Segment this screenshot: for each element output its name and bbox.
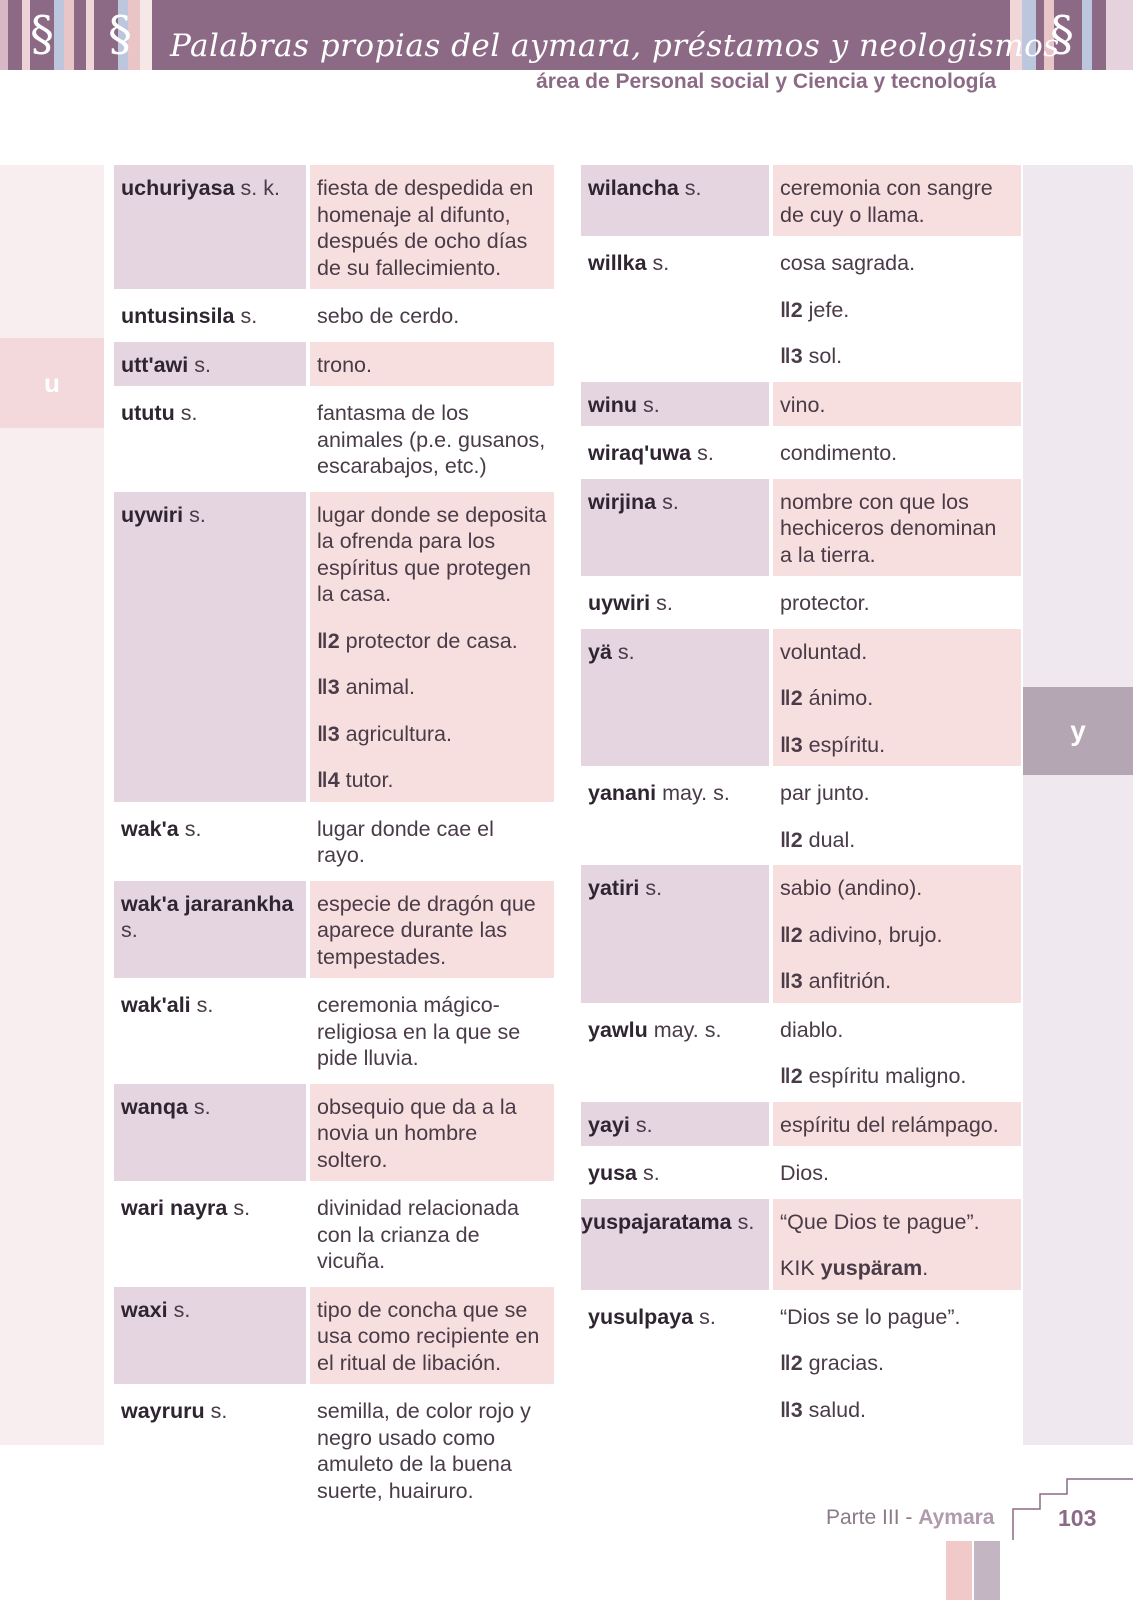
definition-sense: espíritu del relámpago. [780,1112,999,1137]
definition-sense: lugar donde cae el rayo. [317,816,494,867]
entry-word: yanani [588,781,657,805]
definition-sense: fantasma de los animales (p.e. gusanos, escarabajos, etc.) [317,401,546,478]
glossary-column-left [114,165,554,1516]
glossary-column-right [581,165,1021,1435]
definition-sense: diablo. [780,1017,844,1042]
entry-grammar: s. [173,1297,191,1322]
entry-word: yayi [588,1112,630,1137]
entry-term [581,382,769,427]
entry-definition [773,240,1021,378]
entry-row [114,982,554,1080]
definition-sense: KIK yuspäram. [780,1256,929,1280]
definition-sense: obsequio que da a la novia un hombre soltero. [317,1094,517,1172]
entry-definition [773,1199,1021,1290]
entry-term [581,1150,769,1195]
entry-grammar: may. s. [662,781,730,805]
entry-row [114,293,554,338]
definition-sense: “Dios se lo pague”. [780,1304,961,1329]
entry-definition [310,982,554,1080]
entry-definition [773,430,1021,475]
entry-grammar: s. [684,176,702,200]
entry-word: utt'awi [121,352,189,377]
definition-sense: ǁ3 sol. [780,344,843,368]
entry-term [581,1007,769,1098]
definition-sense: ǁ2 espíritu maligno. [780,1064,967,1088]
entry-grammar: s. [121,918,138,942]
entry-row [581,430,1021,475]
entry-grammar: s. [737,1209,755,1234]
swirl-ornament-icon: § [1050,6,1074,62]
definition-sense: semilla, de color rojo y negro usado como amuleto de la buena suerte, huairuro. [317,1399,531,1503]
footer-language: Aymara [918,1506,995,1529]
entry-row [114,1084,554,1182]
entry-definition [310,1084,554,1182]
entry-word: yusulpaya [588,1304,694,1329]
footer-bar-mauve [974,1541,1000,1600]
entry-definition [310,165,554,289]
entry-row [114,165,554,289]
definition-sense: ceremonia con sangre de cuy o llama. [780,176,993,227]
entry-grammar: s. [184,816,202,841]
entry-definition [773,1007,1021,1098]
definition-sense: ǁ3 espíritu. [780,732,886,757]
entry-grammar: s. [210,1399,228,1423]
entry-grammar: may. s. [653,1017,722,1042]
entry-definition [773,382,1021,427]
entry-grammar: s. [699,1304,716,1329]
entry-term [114,390,306,488]
entry-definition [310,390,554,488]
entry-row [114,1388,554,1512]
entry-word: uchuriyasa [121,176,235,200]
definition-sense: vino. [780,392,826,417]
entry-row [581,1199,1021,1290]
definition-sense: ǁ3 agricultura. [317,721,452,746]
definition-sense: divinidad relacionada con la crianza de vicuña. [317,1196,520,1273]
entry-term [581,1199,769,1290]
definition-sense: ǁ3 anfitrión. [780,969,892,993]
entry-definition [773,1102,1021,1147]
entry-grammar: s. [697,441,714,465]
definition-sense: sabio (andino). [780,876,923,900]
entry-word: wanqa [121,1094,188,1119]
entry-row [581,240,1021,378]
entry-term [114,1185,306,1283]
definition-sense: ǁ2 adivino, brujo. [780,922,943,947]
entry-definition [773,165,1021,236]
entry-grammar: s. [662,489,679,514]
entry-word: wayruru [121,1399,205,1423]
entry-definition [773,1294,1021,1432]
entry-term [581,1294,769,1432]
entry-grammar: s. [635,1112,653,1137]
entry-word: ututu [121,401,175,425]
entry-term [581,165,769,236]
definition-sense: ǁ2 jefe. [780,297,850,322]
definition-sense: trono. [317,352,372,377]
entry-term [114,1084,306,1182]
entry-term [114,806,306,877]
page-title: Palabras propias del aymara, préstamos y neologismos [170,28,1060,64]
entry-word: yä [588,639,612,664]
entry-row [581,1102,1021,1147]
side-margin-right [1023,165,1133,1445]
definition-sense: nombre con que los hechiceros denominan a la tierra. [780,489,997,567]
entry-definition [310,1185,554,1283]
definition-sense: ǁ3 salud. [780,1397,867,1422]
entry-row [581,165,1021,236]
entry-row [581,1294,1021,1432]
entry-term [114,342,306,387]
entry-row [581,382,1021,427]
entry-grammar: s. [656,591,673,615]
entry-word: wak'ali [121,993,191,1017]
entry-definition [310,1388,554,1512]
entry-definition [310,342,554,387]
entry-word: uywiri [588,591,651,615]
entry-word: yatiri [588,876,640,900]
definition-sense: especie de dragón que aparece durante las tempestades. [317,891,536,969]
definition-sense: “Que Dios te pague”. [780,1209,980,1234]
definition-sense: ǁ2 protector de casa. [317,628,518,653]
entry-term [581,479,769,577]
entry-grammar: s. [240,304,258,328]
definition-sense: lugar donde se deposita la ofrenda para los espíritus que protegen la casa. [317,502,547,606]
entry-term [114,492,306,802]
entry-term [581,580,769,625]
footer-part: Parte III - [826,1506,919,1529]
entry-grammar: s. [194,352,211,377]
entry-term [114,1287,306,1385]
entry-grammar: s. [233,1196,251,1220]
entry-definition [310,492,554,802]
entry-row [581,479,1021,577]
entry-row [114,342,554,387]
entry-word: wak'a [121,816,179,841]
entry-word: wirjina [588,489,657,514]
definition-sense: sebo de cerdo. [317,304,460,328]
entry-row [581,1150,1021,1195]
definition-sense: ǁ3 animal. [317,675,415,699]
footer-bar-pink [946,1541,972,1600]
entry-row [581,580,1021,625]
definition-sense: Dios. [780,1161,829,1185]
entry-row [581,1007,1021,1098]
entry-row [581,770,1021,861]
entry-grammar: s. [196,993,214,1017]
entry-definition [773,580,1021,625]
entry-term [581,430,769,475]
entry-word: uywiri [121,502,184,527]
entry-word: yuspajaratama [581,1209,732,1234]
definition-sense: fiesta de despedida en homenaje al difunto, después de ocho días de su fallecimiento. [317,176,534,280]
entry-term [114,881,306,979]
letter-tab-u: u [0,338,104,428]
definition-sense: ǁ2 ánimo. [780,686,874,710]
entry-grammar: s. [617,639,635,664]
entry-term [114,165,306,289]
entry-grammar: s. [643,1161,660,1185]
entry-definition [310,293,554,338]
entry-word: winu [588,392,637,417]
entry-word: willka [588,251,647,275]
page-subtitle: área de Personal social y Ciencia y tecnología [536,70,996,93]
entry-definition [310,881,554,979]
definition-sense: voluntad. [780,639,868,664]
entry-term [114,1388,306,1512]
entry-row [114,1287,554,1385]
entry-word: wak'a jararankha [121,891,294,916]
entry-row [114,390,554,488]
entry-definition [773,770,1021,861]
entry-definition [773,865,1021,1003]
page-number: 103 [1058,1505,1097,1531]
definition-sense: par junto. [780,781,870,805]
entry-definition [773,629,1021,767]
definition-sense: ǁ2 gracias. [780,1351,884,1375]
header-band [0,0,1133,70]
entry-row [581,629,1021,767]
entry-row [114,806,554,877]
definition-sense: tipo de concha que se usa como recipiente en el ritual de libación. [317,1297,540,1375]
entry-grammar: s. k. [240,176,280,200]
definition-sense: protector. [780,591,870,615]
entry-term [581,865,769,1003]
entry-row [114,1185,554,1283]
entry-term [581,770,769,861]
entry-row [114,881,554,979]
entry-grammar: s. [189,502,206,527]
footer-part-label [826,1506,994,1530]
entry-definition [310,1287,554,1385]
entry-grammar: s. [180,401,198,425]
entry-term [114,293,306,338]
letter-tab-y: y [1023,687,1133,775]
definition-sense: ǁ4 tutor. [317,768,394,792]
entry-definition [310,806,554,877]
entry-grammar: s. [642,392,660,417]
entry-term [581,240,769,378]
swirl-ornament-icon: § [30,6,54,62]
entry-grammar: s. [645,876,663,900]
entry-term [581,1102,769,1147]
definition-sense: ceremonia mágico-religiosa en la que se pide lluvia. [317,993,521,1070]
entry-word: wilancha [588,176,679,200]
entry-row [581,865,1021,1003]
entry-word: waxi [121,1297,168,1322]
entry-word: untusinsila [121,304,235,328]
definition-sense: cosa sagrada. [780,251,916,275]
entry-definition [773,479,1021,577]
entry-word: wiraq'uwa [588,441,692,465]
entry-term [581,629,769,767]
definition-sense: condimento. [780,441,898,465]
entry-word: wari nayra [121,1196,228,1220]
entry-term [114,982,306,1080]
entry-definition [773,1150,1021,1195]
entry-word: yusa [588,1161,638,1185]
entry-grammar: s. [193,1094,211,1119]
definition-sense: ǁ2 dual. [780,827,856,852]
entry-word: yawlu [588,1017,648,1042]
swirl-ornament-icon: § [108,6,132,62]
entry-grammar: s. [652,251,670,275]
entry-row [114,492,554,802]
